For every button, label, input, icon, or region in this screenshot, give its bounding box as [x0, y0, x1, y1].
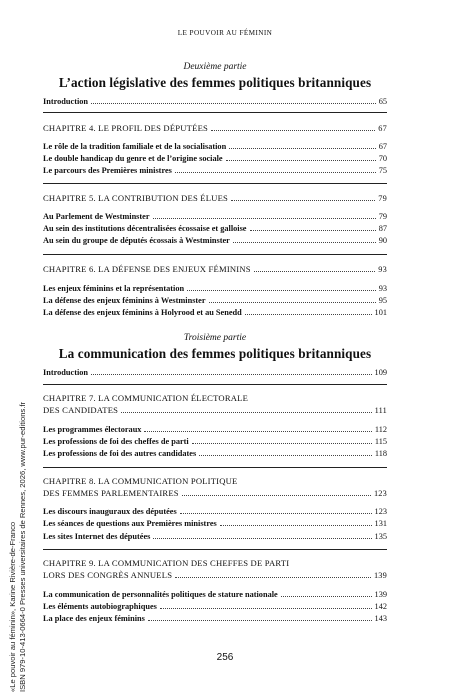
entry-title: Introduction	[43, 97, 89, 106]
chapter-title-line: CHAPITRE 9. LA COMMUNICATION DES CHEFFES DE PARTI	[43, 558, 290, 568]
toc-section[interactable]	[43, 164, 387, 176]
part-label: Troisième partie	[183, 333, 247, 343]
divider	[43, 254, 387, 255]
dot-leader	[192, 435, 372, 444]
toc-section[interactable]	[43, 234, 387, 246]
section-page: 135	[374, 532, 387, 541]
dot-leader	[175, 164, 376, 173]
chapter-title-line: CHAPITRE 7. LA COMMUNICATION ÉLECTORALE	[43, 393, 249, 403]
section-page: 70	[378, 154, 387, 163]
dot-leader	[144, 423, 371, 432]
section-title: Au sein du groupe de députés écossais à Westminster	[43, 236, 230, 245]
toc-section[interactable]	[43, 588, 387, 600]
dot-leader	[250, 222, 376, 231]
section-title: Les éléments autobiographiques	[43, 602, 157, 611]
chapter-title-line: CHAPITRE 8. LA COMMUNICATION POLITIQUE	[43, 476, 238, 486]
chapter-page: 79	[378, 194, 387, 203]
section-title: Les programmes électoraux	[43, 425, 142, 434]
section-page: 123	[374, 507, 387, 516]
dot-leader	[245, 306, 372, 315]
page-number: 256	[216, 652, 234, 663]
chapter-page: 139	[373, 571, 387, 580]
section-title: La place des enjeux féminins	[43, 614, 145, 623]
section-title: Les professions de foi des cheffes de parti	[43, 437, 189, 446]
section-title: Le double handicap du genre et de l’origine sociale	[43, 154, 223, 163]
chapter-title: DES CANDIDATES	[43, 405, 119, 415]
dot-leader	[182, 487, 371, 496]
toc-section[interactable]	[43, 306, 387, 318]
dot-leader	[209, 294, 376, 303]
dot-leader	[233, 234, 376, 243]
toc-section[interactable]	[43, 447, 387, 459]
dot-leader	[91, 95, 376, 104]
toc-section[interactable]	[43, 530, 387, 542]
dot-leader	[153, 210, 376, 219]
divider	[43, 467, 387, 468]
dot-leader	[153, 530, 371, 539]
part-label: Deuxième partie	[183, 62, 247, 72]
section-title: Les enjeux féminins et la représentation	[43, 284, 185, 293]
dot-leader	[175, 569, 371, 578]
dot-leader	[220, 517, 372, 526]
section-title: Les sites Internet des députées	[43, 532, 151, 541]
toc-chapter[interactable]	[43, 122, 387, 134]
credit-line: ISBN 979-10-413-0664-0 Presses universitaires de Rennes, 2026, www.pur-editions.fr	[18, 402, 27, 692]
dot-leader	[211, 122, 375, 131]
entry-page: 65	[378, 97, 387, 106]
toc-entry-introduction[interactable]	[43, 95, 387, 107]
section-title: Au Parlement de Westminster	[43, 212, 150, 221]
chapter-page: 123	[373, 489, 387, 498]
dot-leader	[187, 282, 376, 291]
divider	[43, 112, 387, 113]
section-page: 142	[374, 602, 387, 611]
toc-entry-introduction[interactable]	[43, 366, 387, 378]
section-title: Les discours inauguraux des députées	[43, 507, 177, 516]
divider	[43, 183, 387, 184]
section-page: 131	[374, 519, 387, 528]
chapter-title: CHAPITRE 6. LA DÉFENSE DES ENJEUX FÉMININS	[43, 264, 251, 274]
section-title: Le parcours des Premières ministres	[43, 166, 172, 175]
toc-section[interactable]	[43, 600, 387, 612]
toc-section[interactable]	[43, 517, 387, 529]
section-page: 75	[378, 166, 387, 175]
section-title: Les séances de questions aux Premières ministres	[43, 519, 217, 528]
section-title: Le rôle de la tradition familiale et de la socialisation	[43, 142, 227, 151]
dot-leader	[229, 140, 376, 149]
dot-leader	[199, 447, 372, 456]
section-page: 90	[378, 236, 387, 245]
divider	[43, 549, 387, 550]
section-page: 112	[374, 425, 387, 434]
chapter-title: CHAPITRE 5. LA CONTRIBUTION DES ÉLUES	[43, 193, 229, 203]
section-page: 87	[378, 224, 387, 233]
toc-chapter[interactable]	[43, 404, 387, 416]
section-title: Les professions de foi des autres candidates	[43, 449, 197, 458]
toc-chapter[interactable]	[43, 192, 387, 204]
section-title: La défense des enjeux féminins à Westminster	[43, 296, 206, 305]
section-page: 67	[378, 142, 387, 151]
entry-title: Introduction	[43, 368, 89, 377]
dot-leader	[226, 152, 376, 161]
dot-leader	[254, 263, 376, 272]
toc-section[interactable]	[43, 140, 387, 152]
side-credit	[8, 292, 28, 692]
section-page: 118	[374, 449, 387, 458]
chapter-title: LORS DES CONGRÈS ANNUELS	[43, 570, 173, 580]
divider	[43, 384, 387, 385]
toc-section[interactable]	[43, 222, 387, 234]
section-page: 93	[378, 284, 387, 293]
running-header: LE POUVOIR AU FÉMININ	[177, 29, 273, 37]
toc-section[interactable]	[43, 282, 387, 294]
dot-leader	[148, 612, 372, 621]
toc-section[interactable]	[43, 210, 387, 222]
dot-leader	[91, 366, 372, 375]
toc-section[interactable]	[43, 152, 387, 164]
chapter-page: 67	[378, 124, 387, 133]
section-page: 95	[378, 296, 387, 305]
section-title: La défense des enjeux féminins à Holyrood et au Senedd	[43, 308, 242, 317]
section-title: La communication de personnalités politiques de stature nationale	[43, 590, 278, 599]
toc-section[interactable]	[43, 612, 387, 624]
chapter-page: 111	[374, 406, 387, 415]
dot-leader	[121, 404, 371, 413]
credit-line: «Le pouvoir au féminin», Karine Rivière-de-Franco	[8, 521, 17, 692]
section-title: Au sein des institutions décentralisées écossaise et galloise	[43, 224, 247, 233]
dot-leader	[180, 505, 372, 514]
section-page: 143	[374, 614, 387, 623]
toc-section[interactable]	[43, 505, 387, 517]
entry-page: 109	[374, 368, 387, 377]
section-page: 139	[374, 590, 387, 599]
chapter-title: CHAPITRE 4. LE PROFIL DES DÉPUTÉES	[43, 123, 208, 133]
toc-section[interactable]	[43, 423, 387, 435]
part-title: La communication des femmes politiques britanniques	[58, 346, 372, 361]
toc-chapter[interactable]	[43, 263, 387, 275]
dot-leader	[160, 600, 372, 609]
dot-leader	[281, 588, 372, 597]
toc-chapter[interactable]	[43, 487, 387, 499]
toc-chapter[interactable]	[43, 569, 387, 581]
section-page: 79	[378, 212, 387, 221]
toc-section[interactable]	[43, 294, 387, 306]
chapter-page: 93	[378, 265, 387, 274]
section-page: 101	[374, 308, 387, 317]
section-page: 115	[374, 437, 387, 446]
dot-leader	[231, 192, 375, 201]
toc-section[interactable]	[43, 435, 387, 447]
chapter-title: DES FEMMES PARLEMENTAIRES	[43, 488, 179, 498]
part-title: L’action législative des femmes politiques britanniques	[58, 75, 372, 90]
